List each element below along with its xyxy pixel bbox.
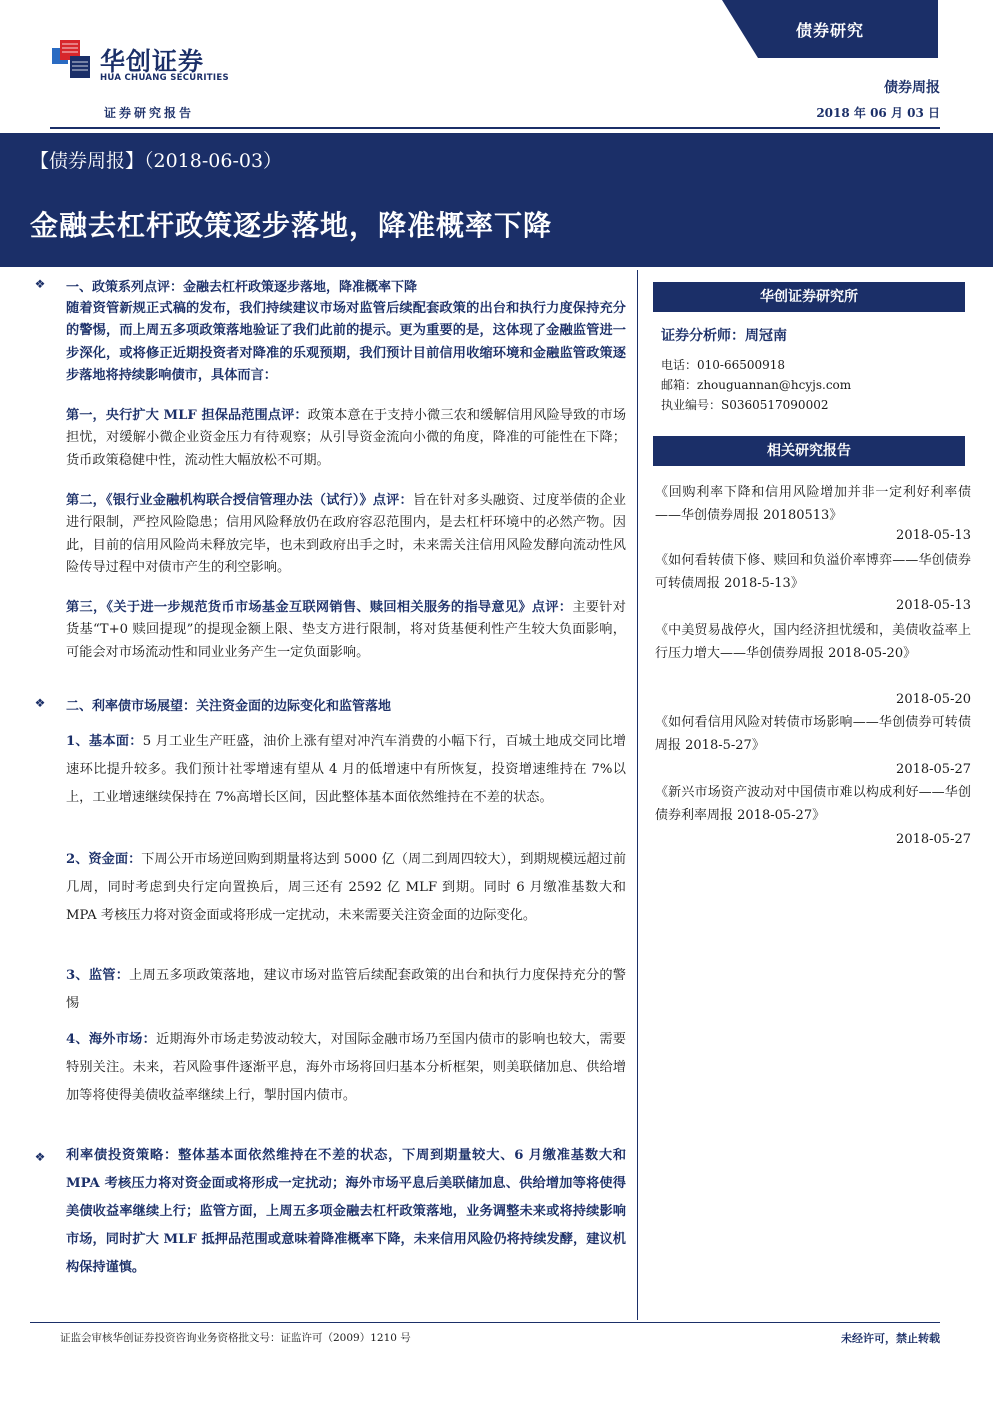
point2-body: 旨在针对多头融资、过度举债的企业进行限制，严控风险隐患；信用风险释放仍在政府容忍范围内，是去杠杆环境中的必然产物。因此，目前的信用风险尚未释放完毕，也未到政府出手之时，未来需关注信用风险发酵向流动性风险传导过程中对债市产生的利空影响。 xyxy=(66,493,626,576)
strategy-lead: 利率债投资策略： xyxy=(66,1148,179,1163)
outlook-item-body: 下周公开市场逆回购到期量将达到 5000 亿（周二到周四较大），到期规模远超过前几周，同时考虑到央行定向置换后，周三还有 2592 亿 MLF 到期。同时 6 月缴准基数大和 MPA 考核压力将对资金面或将形成一定扰动，未来需要关注资金面的边际变化。 xyxy=(66,852,627,923)
diamond-bullet-icon: ❖ xyxy=(34,277,46,291)
section1-intro xyxy=(66,298,626,388)
outlook-item xyxy=(66,846,626,930)
banner-subtitle: 【债券周报】（2018-06-03） xyxy=(30,150,283,172)
section1-intro-text: 随着资管新规正式稿的发布，我们持续建议市场对监管后续配套政策的出台和执行力度保持充分的警惕，而上周五多项政策落地验证了我们此前的提示。更为重要的是，这体现了金融监管进一步深化，或将修正近期投资者对降准的乐观预期，我们预计目前信用收缩环境和金融监管政策逐步落地将持续影响债市，具体而言： xyxy=(66,301,626,384)
strategy-body: 整体基本面依然维持在不差的状态，下周到期量较大、6 月缴准基数大和 MPA 考核压力将对资金面或将形成一定扰动；海外市场平息后美联储加息、供给增加等将使得美债收益率继续上行；监管方面，上周五多项金融去杠杆政策落地，业务调整未来或将持续影响市场，同时扩大 MLF 抵押品范围或意味着降准概率下降，未来信用风险仍将持续发酵，建议机构保持谨慎。 xyxy=(66,1148,627,1275)
outlook-item-body: 5 月工业生产旺盛，油价上涨有望对冲汽车消费的小幅下行，百城土地成交同比增速环比提升较多。我们预计社零增速有望从 4 月的低增速中有所恢复，投资增速维持在 7%以上，工业增速继续保持在 7%高增长区间，因此整体基本面依然维持在不差的状态。 xyxy=(66,734,626,805)
company-logo-icon xyxy=(52,38,92,80)
related-report-date: 2018-05-13 xyxy=(896,528,971,543)
column-divider xyxy=(637,270,638,1320)
related-report-date: 2018-05-27 xyxy=(896,832,971,847)
analyst-name: 证券分析师：周冠南 xyxy=(661,328,787,344)
outlook-item-lead: 3、监管： xyxy=(66,968,130,983)
related-reports-header: 相关研究报告 xyxy=(653,436,965,466)
category-label: 债券研究 xyxy=(795,21,864,40)
related-report-link[interactable]: 《如何看转债下修、赎回和负溢价率博弈——华创债券可转债周报 2018-5-13》 xyxy=(655,553,971,591)
related-report-date: 2018-05-13 xyxy=(896,598,971,613)
related-report-link[interactable]: 《回购利率下降和信用风险增加并非一定利好利率债——华创债券周报 20180513》 xyxy=(655,485,971,523)
brand-name: 华创证券 xyxy=(100,47,205,76)
outlook-item-body: 上周五多项政策落地，建议市场对监管后续配套政策的出台和执行力度保持充分的警惕 xyxy=(66,968,626,1011)
institute-header: 华创证券研究所 xyxy=(653,282,965,312)
analyst-email: 邮箱：zhouguannan@hcyjs.com xyxy=(661,378,852,392)
report-type-label: 证券研究报告 xyxy=(104,106,195,120)
point3-lead: 第三，《关于进一步规范货币市场基金互联网销售、赎回相关服务的指导意见》点评： xyxy=(66,600,573,615)
copyright-notice: 未经许可，禁止转载 xyxy=(841,1332,940,1345)
analyst-phone: 电话：010-66500918 xyxy=(661,358,786,372)
outlook-item xyxy=(66,728,626,812)
brand-name-en: HUA CHUANG SECURITIES xyxy=(100,73,229,83)
report-title: 金融去杠杆政策逐步落地，降准概率下降 xyxy=(30,209,553,242)
related-report-link[interactable]: 《如何看信用风险对转债市场影响——华创债券可转债周报 2018-5-27》 xyxy=(655,715,971,753)
series-label: 债券周报 xyxy=(884,80,940,96)
analyst-license: 执业编号：S0360517090002 xyxy=(661,398,829,412)
related-report-link[interactable]: 《新兴市场资产波动对中国债市难以构成利好——华创债券利率周报 2018-05-27》 xyxy=(655,785,971,823)
diamond-bullet-icon: ❖ xyxy=(34,696,46,710)
strategy-paragraph xyxy=(66,1142,626,1282)
section1-point1 xyxy=(66,405,626,472)
related-report-link[interactable]: 《中美贸易战停火，国内经济担忧缓和，美债收益率上行压力增大——华创债券周报 2018-05-20》 xyxy=(655,623,971,661)
point2-lead: 第二，《银行业金融机构联合授信管理办法（试行）》点评： xyxy=(66,493,413,508)
related-report-date: 2018-05-27 xyxy=(896,762,971,777)
license-note: 证监会审核华创证券投资咨询业务资格批文号：证监许可（2009）1210 号 xyxy=(60,1332,411,1344)
section1-point3 xyxy=(66,597,626,664)
header-divider xyxy=(50,127,940,129)
related-report-date: 2018-05-20 xyxy=(896,692,971,707)
point3-body: 主要针对货基“T+0 赎回提现”的提现金额上限、垫支方进行限制，将对货基便利性产生较大负面影响，可能会对市场流动性和同业业务产生一定负面影响。 xyxy=(66,600,626,660)
outlook-item-lead: 2、资金面： xyxy=(66,852,142,867)
outlook-item-lead: 1、基本面： xyxy=(66,734,143,749)
report-date: 2018 年 06 月 03 日 xyxy=(816,106,940,120)
section2-heading: 二、利率债市场展望：关注资金面的边际变化和监管落地 xyxy=(66,699,392,714)
diamond-bullet-icon: ❖ xyxy=(34,1150,46,1164)
outlook-item xyxy=(66,962,626,1018)
point1-lead: 第一，央行扩大 MLF 担保品范围点评： xyxy=(66,408,308,423)
point1-body: 政策本意在于支持小微三农和缓解信用风险导致的市场担忧，对缓解小微企业资金压力有待观察；从引导资金流向小微的角度，降准的可能性在下降；货币政策稳健中性，流动性大幅放松不可期。 xyxy=(66,408,627,468)
footer-divider xyxy=(30,1322,940,1323)
section1-point2 xyxy=(66,490,626,580)
outlook-item xyxy=(66,1026,626,1110)
outlook-item-lead: 4、海外市场： xyxy=(66,1032,157,1047)
section1-heading: 一、政策系列点评：金融去杠杆政策逐步落地，降准概率下降 xyxy=(66,280,418,295)
outlook-item-body: 近期海外市场走势波动较大，对国际金融市场乃至国内债市的影响也较大，需要特别关注。未来，若风险事件逐渐平息，海外市场将回归基本分析框架，则美联储加息、供给增加等将使得美债收益率继续上行，掣肘国内债市。 xyxy=(66,1032,626,1103)
